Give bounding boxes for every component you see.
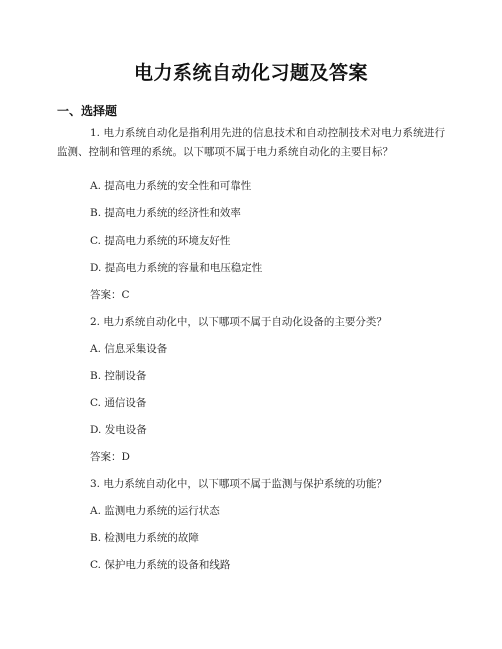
question-1-option-a: A. 提高电力系统的安全性和可靠性 bbox=[90, 180, 252, 192]
question-1-text: 1. 电力系统自动化是指利用先进的信息技术和自动控制技术对电力系统进行监测、控制和管理的系统。以下哪项不属于电力系统自动化的主要目标？ bbox=[57, 127, 445, 158]
question-3-option-b: B. 检测电力系统的故障 bbox=[90, 532, 199, 544]
question-2-option-c: C. 通信设备 bbox=[90, 397, 147, 409]
question-1-option-d: D. 提高电力系统的容量和电压稳定性 bbox=[90, 262, 263, 274]
question-2-text: 2. 电力系统自动化中，以下哪项不属于自动化设备的主要分类？ bbox=[90, 316, 387, 328]
question-3-text: 3. 电力系统自动化中，以下哪项不属于监测与保护系统的功能？ bbox=[90, 478, 387, 490]
question-3-option-c: C. 保护电力系统的设备和线路 bbox=[90, 559, 231, 571]
question-2-answer: 答案：D bbox=[90, 451, 130, 463]
question-2-option-b: B. 控制设备 bbox=[90, 370, 147, 382]
document-title: 电力系统自动化习题及答案 bbox=[133, 62, 368, 84]
question-1-option-c: C. 提高电力系统的环境友好性 bbox=[90, 235, 231, 247]
question-3-option-a: A. 监测电力系统的运行状态 bbox=[90, 505, 220, 517]
section-heading: 一、选择题 bbox=[57, 104, 118, 118]
question-2-option-a: A. 信息采集设备 bbox=[90, 343, 168, 355]
question-1-answer: 答案：C bbox=[90, 289, 130, 301]
question-2-option-d: D. 发电设备 bbox=[90, 424, 147, 436]
question-1-option-b: B. 提高电力系统的经济性和效率 bbox=[90, 207, 241, 219]
